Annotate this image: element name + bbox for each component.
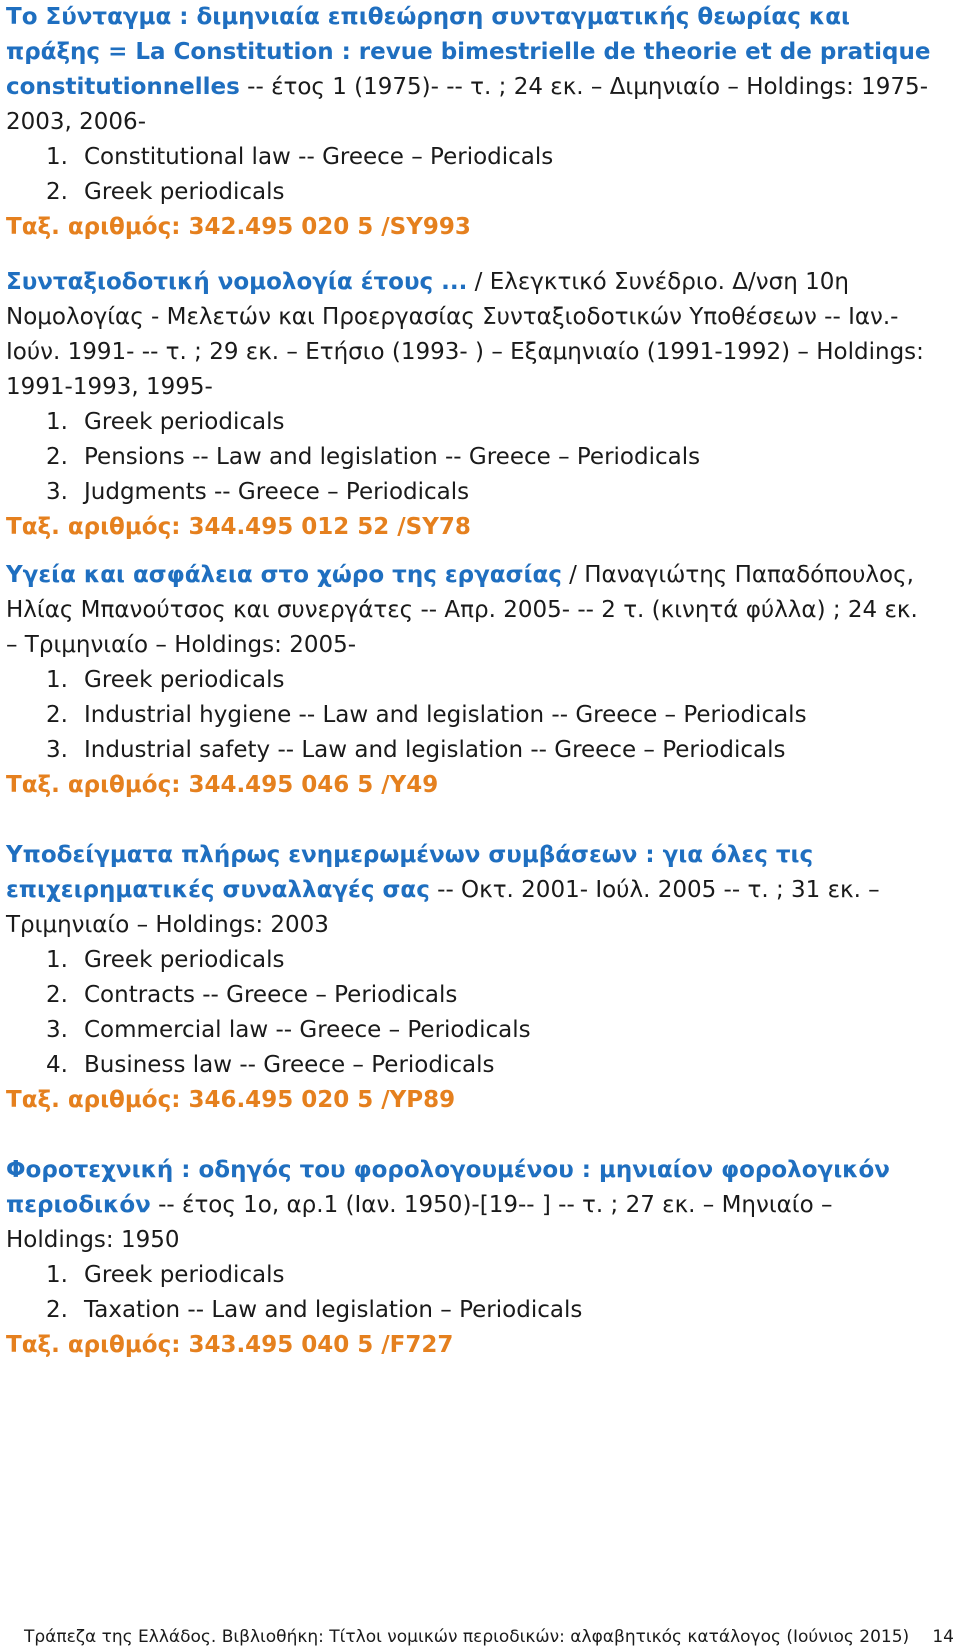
subject-item: 4. Business law -- Greece – Periodicals — [46, 1052, 495, 1078]
subject-item: 2. Greek periodicals — [46, 179, 285, 205]
subject-item: 2. Industrial hygiene -- Law and legislation -- Greece – Periodicals — [46, 702, 807, 728]
subject-list — [6, 140, 936, 210]
subject-item: 3. Commercial law -- Greece – Periodicals — [46, 1017, 531, 1043]
subject-item: 3. Judgments -- Greece – Periodicals — [46, 479, 470, 505]
classification-number: Ταξ. αριθμός: 343.495 040 5 /F727 — [6, 1332, 454, 1358]
entry-description — [6, 1153, 936, 1258]
classification-number: Ταξ. αριθμός: 342.495 020 5 /SY993 — [6, 214, 471, 240]
subject-item: 2. Pensions -- Law and legislation -- Greece – Periodicals — [46, 444, 701, 470]
subject-item: 3. Industrial safety -- Law and legislation -- Greece – Periodicals — [46, 737, 786, 763]
entry-description — [6, 0, 936, 140]
classification-number: Ταξ. αριθμός: 346.495 020 5 /YP89 — [6, 1087, 456, 1113]
entry-details: -- έτος 1ο, αρ.1 (Ιαν. 1950)-[19-- ] -- τ. ; 27 εκ. – Μηνιαίο – Holdings: 1950 — [6, 1192, 833, 1253]
entry-details: / Παναγιώτης Παπαδόπουλος, Ηλίας Μπανούτσος και συνεργάτες -- Απρ. 2005- -- 2 τ. (κινητά φύλλα) ; 24 εκ. – Τριμηνιαίο – Holdings: 2005- — [6, 562, 918, 658]
subject-list — [6, 663, 936, 768]
catalog-entry — [6, 558, 936, 803]
subject-item: 1. Greek periodicals — [46, 667, 285, 693]
subject-item: 1. Greek periodicals — [46, 409, 285, 435]
subject-list — [6, 405, 936, 510]
subject-item: 1. Greek periodicals — [46, 947, 285, 973]
catalog-entry — [6, 0, 936, 245]
entry-details: -- έτος 1 (1975)- -- τ. ; 24 εκ. – Διμηνιαίο – Holdings: 1975-2003, 2006- — [6, 74, 928, 135]
entry-title: Υγεία και ασφάλεια στο χώρο της εργασίας — [6, 562, 562, 588]
catalog-entry — [6, 1153, 936, 1363]
page-number: 14 — [932, 1627, 954, 1647]
entry-title: Συνταξιοδοτική νομολογία έτους ... — [6, 269, 468, 295]
subject-list — [6, 1258, 936, 1328]
subject-item: 2. Taxation -- Law and legislation – Periodicals — [46, 1297, 583, 1323]
classification-number: Ταξ. αριθμός: 344.495 046 5 /Y49 — [6, 772, 439, 798]
subject-item: 1. Greek periodicals — [46, 1262, 285, 1288]
entry-title: Το Σύνταγμα : διμηνιαία επιθεώρηση συνταγματικής θεωρίας και πράξης = La Constitution : revue bimestrielle de theorie et de pratique constitutionnelles — [6, 4, 931, 100]
catalog-entry — [6, 265, 936, 545]
classification-number: Ταξ. αριθμός: 344.495 012 52 /SY78 — [6, 514, 471, 540]
entry-title: Φοροτεχνική : οδηγός του φορολογουμένου : μηνιαίον φορολογικόν περιοδικόν — [6, 1157, 890, 1218]
entry-title: Υποδείγματα πλήρως ενημερωμένων συμβάσεων : για όλες τις επιχειρηματικές συναλλαγές σας — [6, 842, 814, 903]
entry-description — [6, 838, 936, 943]
entry-details: -- Οκτ. 2001- Ιούλ. 2005 -- τ. ; 31 εκ. – Τριμηνιαίο – Holdings: 2003 — [6, 877, 880, 938]
footer-text: Τράπεζα της Ελλάδος. Βιβλιοθήκη: Τίτλοι νομικών περιοδικών: αλφαβητικός κατάλογος (Ιούνιος 2015) — [24, 1627, 910, 1647]
entry-description — [6, 558, 936, 663]
subject-item: 2. Contracts -- Greece – Periodicals — [46, 982, 458, 1008]
entry-description — [6, 265, 936, 405]
entry-details: / Ελεγκτικό Συνέδριο. Δ/νση 10η Νομολογίας - Μελετών και Προεργασίας Συνταξιοδοτικών Υποθέσεων -- Ιαν.-Ιούν. 1991- -- τ. ; 29 εκ. – Ετήσιο (1993- ) – Εξαμηνιαίο (1991-1992) – Holdings: 1991-1993, 1995- — [6, 269, 924, 400]
subject-list — [6, 943, 936, 1083]
subject-item: 1. Constitutional law -- Greece – Periodicals — [46, 144, 554, 170]
catalog-entry — [6, 838, 936, 1118]
page-footer — [24, 1627, 954, 1647]
